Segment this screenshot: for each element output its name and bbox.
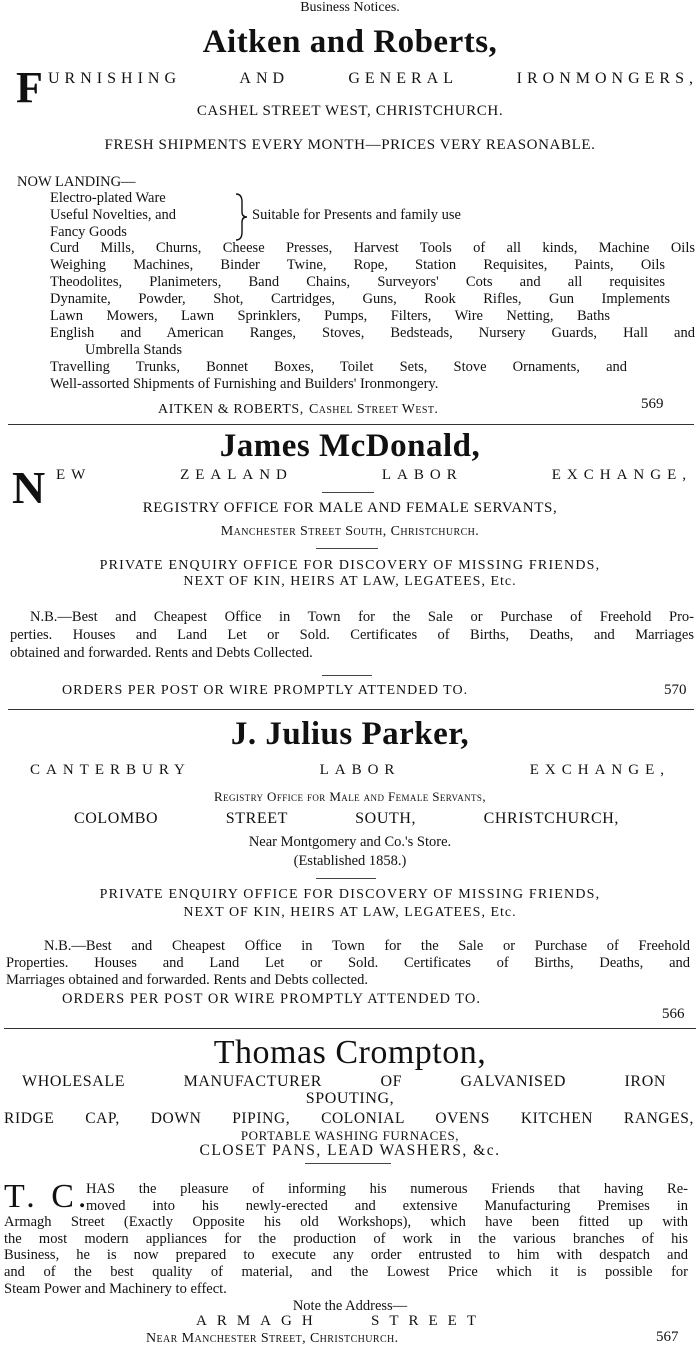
ad1-braced-item: Electro-plated Ware bbox=[50, 190, 166, 206]
divider bbox=[8, 709, 694, 710]
ad4-near: Near Manchester Street, Christchurch. bbox=[146, 1331, 399, 1346]
ad2-short-rule bbox=[316, 548, 378, 549]
ad1-address: CASHEL STREET WEST, CHRISTCHURCH. bbox=[196, 103, 504, 119]
divider bbox=[4, 1028, 696, 1029]
ad1-goods-line: Weighing Machines, Binder Twine, Rope, Station Requisites, Paints, Oils bbox=[50, 257, 665, 273]
ad1-goods-line: Dynamite, Powder, Shot, Cartridges, Guns, Rook Rifles, Gun Implements bbox=[50, 291, 670, 307]
ad4-line1 bbox=[22, 1073, 666, 1091]
ad2-subtitle bbox=[56, 467, 692, 484]
ad1-goods-line: English and American Ranges, Stoves, Bedsteads, Nursery Guards, Hall and bbox=[50, 325, 695, 341]
ad3-nb-line: Marriages obtained and forwarded. Rents and Debts collected. bbox=[6, 972, 368, 988]
ad1-subtitle bbox=[48, 70, 698, 88]
ad3-enquiry-1: PRIVATE ENQUIRY OFFICE FOR DISCOVERY OF MISSING FRIENDS, bbox=[99, 887, 601, 902]
ad1-number: 569 bbox=[641, 396, 664, 412]
ad4-para-line: the most modern appliances for the production of work in the various branches of his bbox=[4, 1230, 688, 1247]
ad4-para-line: HAS the pleasure of informing his numerous Friends that having Re- bbox=[86, 1181, 688, 1197]
ad3-near: Near Montgomery and Co.'s Store. bbox=[248, 834, 452, 850]
ad1-subtitle-text: URNISHING AND GENERAL IRONMONGERS, bbox=[48, 70, 698, 87]
ad1-tagline: FRESH SHIPMENTS EVERY MONTH—PRICES VERY REASONABLE. bbox=[104, 137, 596, 153]
ad3-registry: Registry Office for Male and Female Servants, bbox=[214, 789, 486, 804]
ad4-paragraph bbox=[4, 1178, 688, 1297]
ad4-line5: CLOSET PANS, LEAD WASHERS, &c. bbox=[199, 1142, 501, 1159]
ad4-title: Thomas Crompton, bbox=[213, 1034, 487, 1071]
ad1-braced-item: Useful Novelties, and bbox=[50, 207, 177, 223]
ad3-subtitle bbox=[30, 762, 670, 779]
ad4-para-line: and of the best quality of material, and the Lowest Price which it is possible for bbox=[4, 1263, 688, 1280]
ad1-goods-line: Travelling Trunks, Bonnet Boxes, Toilet Sets, Stove Ornaments, and bbox=[50, 359, 627, 375]
ad1-brace-text: Suitable for Presents and family use bbox=[252, 207, 461, 223]
ad4-street bbox=[196, 1313, 486, 1330]
ad4-para-line: Business, he is now prepared to execute any order entrusted to him with despatch and bbox=[4, 1247, 688, 1264]
ad4-street-text: ARMAGH STREET bbox=[196, 1313, 486, 1329]
ad4-line3-text: RIDGE CAP, DOWN PIPING, COLONIAL OVENS KITCHEN RANGES, bbox=[4, 1110, 694, 1127]
ad2-title: James McDonald, bbox=[219, 428, 481, 464]
ad3-subtitle-text: CANTERBURY LABOR EXCHANGE, bbox=[30, 762, 670, 778]
ad3-enquiry-2: NEXT OF KIN, HEIRS AT LAW, LEGATEES, Etc. bbox=[183, 905, 517, 920]
ad4-line1-text: WHOLESALE MANUFACTURER OF GALVANISED IRON bbox=[22, 1073, 666, 1090]
ad2-dropcap: N bbox=[12, 462, 46, 513]
ad1-brace bbox=[234, 192, 248, 242]
ad1-dropcap: F bbox=[16, 63, 43, 112]
ad3-short-rule bbox=[316, 878, 376, 879]
ad1-goods-line: Theodolites, Planimeters, Band Chains, Surveyors' Cots and all requisites bbox=[50, 274, 665, 290]
ad3-address bbox=[74, 810, 619, 828]
ad2-short-rule bbox=[322, 492, 374, 493]
ad2-enquiry-2: NEXT OF KIN, HEIRS AT LAW, LEGATEES, Etc. bbox=[183, 574, 517, 589]
ad1-goods-line: Lawn Mowers, Lawn Sprinklers, Pumps, Filters, Wire Netting, Baths bbox=[50, 308, 610, 324]
ad2-subtitle-text: EW ZEALAND LABOR EXCHANGE, bbox=[56, 467, 692, 483]
ad4-para-line: Armagh Street (Exactly Opposite his old Workshops), which have been fitted up with bbox=[4, 1214, 688, 1231]
ad3-number: 566 bbox=[662, 1006, 685, 1022]
ad4-line4: PORTABLE WASHING FURNACES, bbox=[240, 1128, 460, 1143]
ad1-braced-list bbox=[50, 190, 176, 241]
ad1-goods-line: Well-assorted Shipments of Furnishing and Builders' Ironmongery. bbox=[50, 376, 439, 392]
ad1-title: Aitken and Roberts, bbox=[202, 24, 498, 60]
ad4-short-rule bbox=[305, 1163, 391, 1164]
ad2-address: Manchester Street South, Christchurch. bbox=[220, 524, 480, 539]
divider bbox=[8, 424, 694, 425]
ad3-address-text: COLOMBO STREET SOUTH, CHRISTCHURCH, bbox=[74, 810, 619, 827]
ad1-signature-address: Cashel Street West. bbox=[308, 402, 439, 417]
ad1-signature bbox=[158, 398, 438, 418]
ad2-enquiry-1: PRIVATE ENQUIRY OFFICE FOR DISCOVERY OF MISSING FRIENDS, bbox=[99, 558, 601, 573]
ad3-nb-paragraph bbox=[6, 938, 690, 989]
ad2-number: 570 bbox=[664, 682, 687, 698]
ad4-line2: SPOUTING, bbox=[305, 1090, 395, 1107]
ad3-nb-line: Properties. Houses and Land Let or Sold. Certificates of Births, Deaths, and bbox=[6, 955, 690, 971]
ad4-dropcap: T. C. bbox=[4, 1178, 91, 1215]
ad3-orders: ORDERS PER POST OR WIRE PROMPTLY ATTENDED TO. bbox=[62, 991, 481, 1007]
ad4-number: 567 bbox=[656, 1329, 679, 1345]
ad2-short-rule bbox=[322, 675, 372, 676]
ad2-registry: REGISTRY OFFICE FOR MALE AND FEMALE SERVANTS, bbox=[142, 500, 558, 516]
ad3-established: (Established 1858.) bbox=[293, 853, 407, 869]
ad4-line3 bbox=[4, 1110, 694, 1128]
ad2-nb-paragraph bbox=[10, 608, 694, 662]
ad3-title: J. Julius Parker, bbox=[230, 716, 470, 752]
ad1-goods-line: Curd Mills, Churns, Cheese Presses, Harvest Tools of all kinds, Machine Oils bbox=[50, 240, 695, 256]
ad1-now-landing: NOW LANDING— bbox=[17, 174, 136, 190]
ad1-goods-line: Umbrella Stands bbox=[85, 342, 183, 358]
ad2-nb-line: perties. Houses and Land Let or Sold. Certificates of Births, Deaths, and Marriages bbox=[10, 627, 694, 643]
ad2-nb-line: N.B.—Best and Cheapest Office in Town for the Sale or Purchase of Freehold Pro- bbox=[30, 609, 694, 625]
ad2-nb-line: obtained and forwarded. Rents and Debts Collected. bbox=[10, 645, 313, 661]
ad1-braced-item: Fancy Goods bbox=[50, 224, 127, 240]
ad3-nb-line: N.B.—Best and Cheapest Office in Town for the Sale or Purchase of Freehold bbox=[44, 938, 690, 954]
section-header: Business Notices. bbox=[300, 0, 400, 15]
ad4-para-line: Steam Power and Machinery to effect. bbox=[4, 1280, 227, 1297]
ad2-orders: ORDERS PER POST OR WIRE PROMPTLY ATTENDED TO. bbox=[62, 683, 469, 698]
ad4-para-line: moved into his newly-erected and extensive Manufacturing Premises in bbox=[86, 1197, 688, 1214]
ad1-signature-name: AITKEN & ROBERTS, bbox=[158, 402, 304, 417]
ad4-note: Note the Address— bbox=[292, 1298, 408, 1314]
ad1-goods-list bbox=[50, 240, 695, 393]
